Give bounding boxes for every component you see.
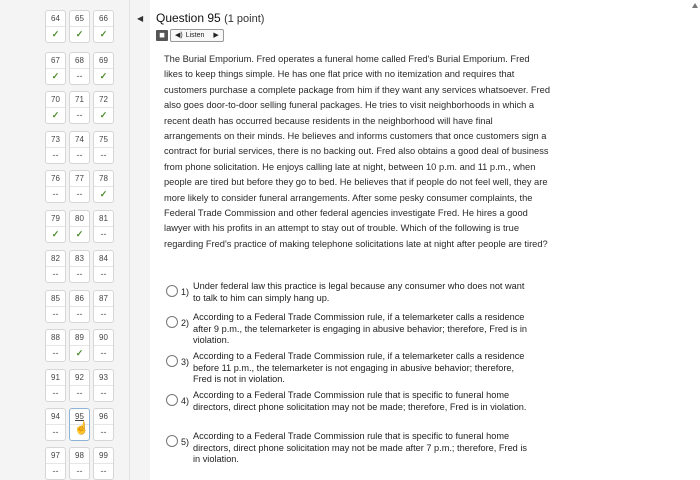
question-tile-status: -- [70,266,89,282]
question-tile-status: -- [94,266,113,282]
listen-control[interactable] [156,29,224,42]
question-tile-number: 95 [75,412,84,421]
question-tile[interactable] [69,131,90,164]
choice-number: 3) [181,357,190,367]
question-tile[interactable] [93,250,114,283]
question-tile[interactable] [69,369,90,402]
question-tile[interactable] [93,10,114,43]
choice-number: 5) [181,437,190,447]
question-tile[interactable] [69,447,90,480]
answer-choice[interactable] [166,313,546,347]
play-icon: ▶ [213,32,219,39]
question-tile[interactable] [69,10,90,43]
question-tile-status: -- [46,345,65,361]
radio-button[interactable] [166,394,178,406]
question-tile[interactable] [69,91,90,124]
question-tile-number: 90 [99,333,108,342]
question-tile[interactable] [69,170,90,203]
question-tile[interactable] [93,52,114,85]
answered-check-icon: ✓ [46,107,65,123]
question-navigator [0,0,130,480]
question-number: Question 95 [156,11,221,25]
answered-check-icon: ✓ [46,26,65,42]
answered-check-icon: ✓ [94,68,113,84]
question-tile[interactable] [93,91,114,124]
question-tile[interactable] [93,131,114,164]
choice-number: 1) [181,287,190,297]
listen-label: Listen [185,32,205,39]
question-tile-number: 97 [51,451,60,460]
choice-text: Under federal law this practice is legal because any consumer who does not want to talk to him can simply hang up. [193,281,525,303]
choice-text: According to a Federal Trade Commission rule that is specific to funeral home directors, direct phone solicitation may not be made; therefore, Fred is in violation. [193,390,527,412]
question-tile[interactable] [93,210,114,243]
question-tile-number: 70 [51,95,60,104]
question-panel [150,0,700,480]
question-tile-status: -- [70,385,89,401]
choice-text: According to a Federal Trade Commission rule that is specific to funeral home directors, direct phone solicitation may not be made after 7 p.m.; therefore, Fred is in violation. [193,431,527,464]
question-tile-status: -- [94,424,113,440]
question-tile[interactable] [69,210,90,243]
answered-check-icon: ✓ [94,107,113,123]
question-tile-number: 99 [99,451,108,460]
question-points: (1 point) [224,13,265,25]
question-tile[interactable] [69,329,90,362]
question-tile-number: 88 [51,333,60,342]
question-tile[interactable] [45,170,66,203]
question-tile-number: 74 [75,135,84,144]
question-tile[interactable] [45,369,66,402]
collapse-panel-icon[interactable]: ◀ [137,14,144,23]
question-tile-status: -- [94,463,113,479]
question-tile[interactable] [45,52,66,85]
answered-check-icon: ✓ [70,226,89,242]
question-tile[interactable] [93,290,114,323]
question-tile[interactable] [69,250,90,283]
choice-text: According to a Federal Trade Commission rule, if a telemarketer calls a residence before 11 p.m., the telemarketer is not engaging in abusive behavior; therefore, Fred is not in violation. [193,351,525,384]
question-tile-status [70,424,89,440]
answered-check-icon: ✓ [94,26,113,42]
question-tile-number: 67 [51,56,60,65]
question-tile-number: 68 [75,56,84,65]
question-tile[interactable] [93,408,114,441]
answer-choice[interactable] [166,391,546,413]
question-tile-status: -- [46,463,65,479]
question-tile[interactable] [69,52,90,85]
question-tile-status: -- [94,306,113,322]
question-tile-number: 96 [99,412,108,421]
question-tile-number: 64 [51,14,60,23]
question-title [156,11,264,25]
question-tile-number: 69 [99,56,108,65]
question-tile-number: 66 [99,14,108,23]
question-tile-number: 73 [51,135,60,144]
question-tile[interactable] [69,290,90,323]
question-tile-status: -- [46,186,65,202]
question-tile[interactable] [45,290,66,323]
question-tile-status: -- [70,107,89,123]
question-tile-number: 75 [99,135,108,144]
question-tile-status: -- [70,306,89,322]
question-tile[interactable] [45,408,66,441]
question-tile-number: 94 [51,412,60,421]
question-tile-number: 81 [99,214,108,223]
question-tile[interactable] [69,408,90,441]
question-tile-number: 93 [99,373,108,382]
question-tile-number: 72 [99,95,108,104]
question-tile-number: 80 [75,214,84,223]
question-tile-number: 79 [51,214,60,223]
question-tile-number: 65 [75,14,84,23]
radio-button[interactable] [166,316,178,328]
answered-check-icon: ✓ [70,26,89,42]
question-tile[interactable] [45,329,66,362]
question-tile-status: -- [70,68,89,84]
question-tile-status: -- [94,385,113,401]
answered-check-icon: ✓ [70,345,89,361]
choice-number: 2) [181,318,190,328]
question-tile[interactable] [45,131,66,164]
question-tile-number: 78 [99,174,108,183]
radio-button[interactable] [166,355,178,367]
choice-text: According to a Federal Trade Commission rule, if a telemarketer calls a residence after 9 p.m., the telemarketer is engaging in abusive behavior; therefore, Fred is in violation. [193,312,527,345]
scroll-up-icon[interactable] [692,3,698,8]
question-tile-number: 82 [51,254,60,263]
question-tile-number: 91 [51,373,60,382]
answer-choice[interactable] [166,352,546,386]
question-tile-number: 83 [75,254,84,263]
question-tile[interactable] [93,329,114,362]
answer-choice[interactable] [166,282,546,304]
answer-choice[interactable] [166,432,546,466]
speaker-icon: ◼ [156,30,168,41]
radio-button[interactable] [166,435,178,447]
question-tile[interactable] [45,250,66,283]
question-tile-status: -- [70,147,89,163]
question-tile-status: -- [46,306,65,322]
question-tile-number: 98 [75,451,84,460]
question-tile-status: -- [70,186,89,202]
question-tile-number: 76 [51,174,60,183]
question-tile[interactable] [45,10,66,43]
question-tile-number: 89 [75,333,84,342]
question-tile[interactable] [45,447,66,480]
question-tile-number: 92 [75,373,84,382]
radio-button[interactable] [166,285,178,297]
listen-button[interactable] [170,29,224,42]
question-tile[interactable] [93,447,114,480]
audio-icon: ◀) [175,32,183,39]
question-tile-number: 71 [75,95,84,104]
question-tile-number: 85 [51,294,60,303]
question-stem: The Burial Emporium. Fred operates a funeral home called Fred's Burial Emporium. Fred likes to keep things simple. He has one flat price with no itemization and requires that customers purchase a complete package from him if they want any services whatsoever. Fred also goes door-to-door selling funeral packages. He tries to visit neighborhoods in which a recent death has occurred because residents in the neighborhood will have final arrangements on their minds. He believes and informs customers that once customers sign a contract for burial services, there is no backing out. Fred also obtains a good deal of business from phone solicitation. He enjoys calling late at night, between 10 p.m. and 11 p.m., when people are tired but before they go to bed. He believes that if people do not feel well, they are more likely to consider funeral arrangements. After some pesky consumer complaints, the Federal Trade Commission and other federal agencies investigate Fred. He hires a good lawyer with his profits in an attempt to stay out of trouble. Which of the following is true regarding Fred's practice of making telephone solicitations late at night after people are tired? [164,54,550,249]
answered-check-icon: ✓ [94,186,113,202]
question-tile-number: 84 [99,254,108,263]
question-tile-number: 77 [75,174,84,183]
question-tile[interactable] [45,210,66,243]
question-tile-number: 87 [99,294,108,303]
answered-check-icon: ✓ [46,226,65,242]
hand-pointer-icon: ☝ [74,421,89,435]
question-tile-status: -- [94,147,113,163]
question-tile[interactable] [93,369,114,402]
question-tile-status: -- [46,424,65,440]
question-tile[interactable] [93,170,114,203]
question-tile-status: -- [94,226,113,242]
choice-number: 4) [181,396,190,406]
question-tile-status: -- [46,266,65,282]
question-tile-status: -- [94,345,113,361]
question-tile[interactable] [45,91,66,124]
question-tile-status: -- [46,385,65,401]
answered-check-icon: ✓ [46,68,65,84]
question-tile-status: -- [46,147,65,163]
question-tile-status: -- [70,463,89,479]
question-tile-number: 86 [75,294,84,303]
